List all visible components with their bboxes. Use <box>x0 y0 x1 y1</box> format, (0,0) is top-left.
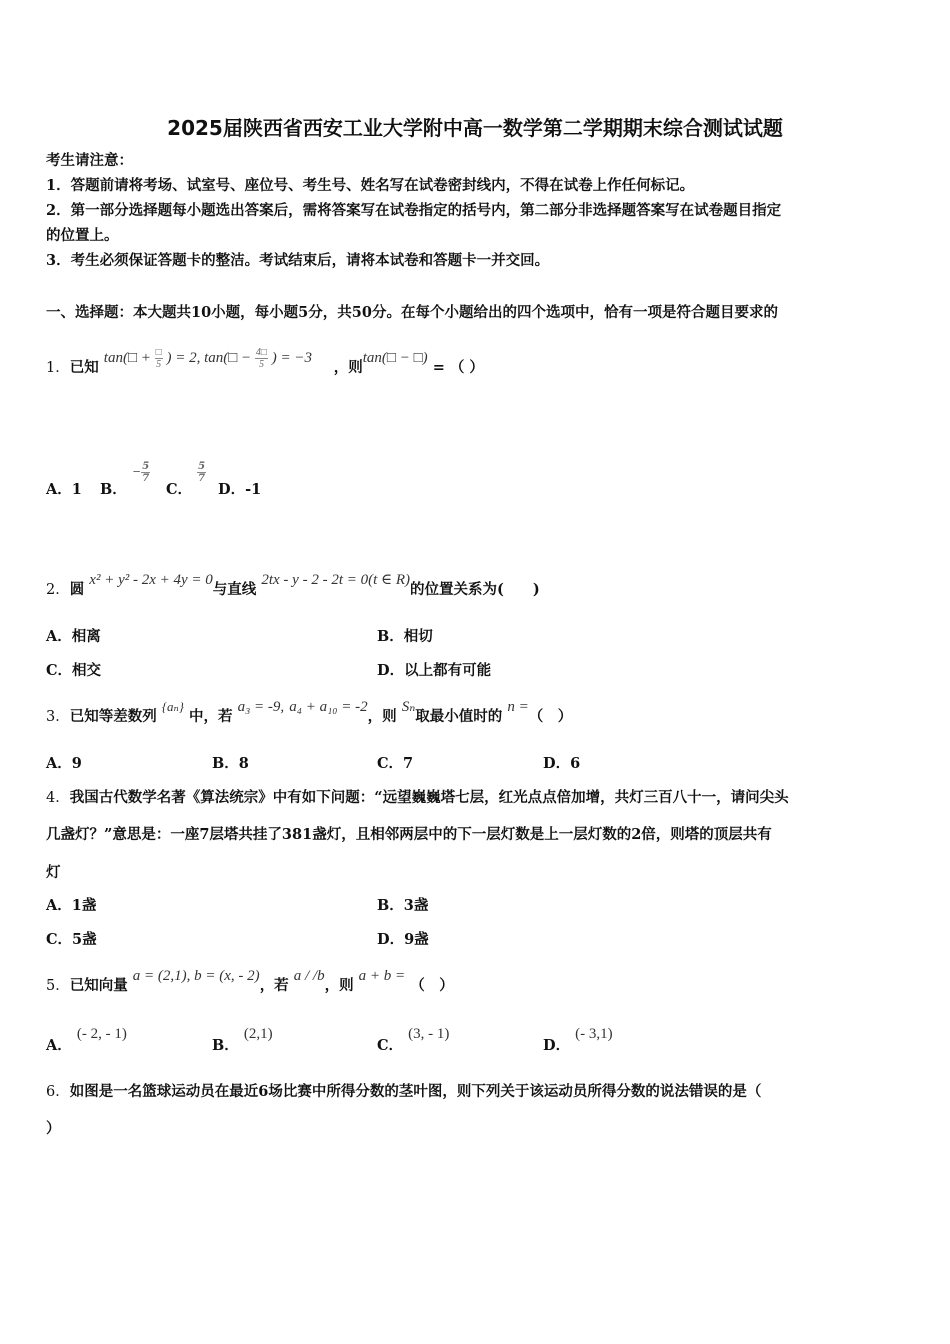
question-text: 已知等差数列 <box>69 708 157 725</box>
option-a: A．1 <box>46 481 82 498</box>
question-text: 灯 <box>46 864 61 881</box>
page-title: 2025届陕西省西安工业大学附中高一数学第二学期期末综合测试试题 <box>167 116 783 140</box>
question-text: 中，若 <box>189 708 233 725</box>
option-c: C．7 <box>377 755 414 772</box>
question-5 <box>46 968 454 995</box>
question-text: ，若 <box>259 977 289 994</box>
question-text: 与直线 <box>212 581 257 598</box>
question-number: 1． <box>46 360 70 376</box>
fraction: $\frac{□}{5}$ <box>155 347 162 371</box>
option-a: A．相离 <box>46 628 101 645</box>
formula-asked: tan(□ − □) <box>362 350 428 366</box>
option-b: B．3盏 <box>377 897 429 914</box>
notice-item: 2．第一部分选择题每小题选出答案后，需将答案写在试卷指定的括号内，第二部分非选择题答案写在试卷题目指定 <box>46 202 782 219</box>
question-text: ，则 <box>367 708 397 725</box>
question-number: 6． <box>46 1084 70 1100</box>
option-b: B． (2,1) <box>212 1026 273 1054</box>
notice-block <box>46 148 781 273</box>
question-2 <box>46 572 540 599</box>
answer-bracket: （ ） <box>528 708 573 725</box>
question-text: 已知 <box>69 359 99 376</box>
question-number: 5． <box>46 978 70 994</box>
option-a: A．9 <box>46 755 82 772</box>
option-d: D． (- 3,1) <box>543 1026 613 1054</box>
option-c: C．相交 <box>46 662 102 679</box>
option-d: D．-1 <box>218 481 262 498</box>
question-text: 圆 <box>69 581 85 598</box>
notice-item: 的位置上。 <box>46 227 119 244</box>
formula-n: n = <box>507 699 529 715</box>
formula-vectors: a = (2,1), b = (x, - 2) <box>132 968 260 984</box>
section-heading: 一、选择题：本大题共10小题，每小题5分，共50分。在每个小题给出的四个选项中，恰有一项是符合题目要求的 <box>46 304 778 321</box>
formula-line: 2tx - y - 2 - 2t = 0(t ∈ R) <box>261 572 411 588</box>
question-text: ） <box>46 1120 61 1137</box>
fraction: $\frac{4□}{5}$ <box>255 347 267 371</box>
option-c: C． (3, - 1) <box>377 1026 450 1054</box>
notice-item: 3．考生必须保证答题卡的整洁。考试结束后，请将本试卷和答题卡一并交回。 <box>46 252 550 269</box>
question-text: 已知向量 <box>69 977 128 994</box>
option-c: C． $\frac{5}{7}$ <box>166 460 206 498</box>
formula-given: tan(□ + $\frac{□}{5}$ ) = 2, tan(□ − $\frac{4□}{5}$ ) = −3 <box>103 347 312 371</box>
option-b: B．8 <box>212 755 249 772</box>
question-6 <box>46 1080 761 1101</box>
question-text: ，则 <box>333 359 363 376</box>
notice-item: 1．答题前请将考场、试室号、座位号、考生号、姓名写在试卷密封线内，不得在试卷上作任何标记。 <box>46 177 695 194</box>
formula-sum: Sₙ <box>401 699 416 715</box>
answer-bracket: = （ ） <box>432 359 484 376</box>
formula-sum: a + b = <box>358 968 406 984</box>
fraction: $\frac{5}{7}$ <box>198 460 206 484</box>
question-text: 几盏灯？”意思是：一座7层塔共挂了381盏灯，且相邻两层中的下一层灯数是上一层灯数的2倍，则塔的顶层共有 <box>46 826 772 843</box>
option-c: C．5盏 <box>46 931 97 948</box>
option-b: B． − $\frac{5}{7}$ <box>100 460 150 498</box>
notice-heading: 考生请注意： <box>46 152 133 169</box>
answer-bracket: （ ） <box>410 977 454 994</box>
question-text: 的位置关系为( ) <box>410 581 540 598</box>
question-number: 2． <box>46 582 70 598</box>
question-text: 我国古代数学名著《算法统宗》中有如下问题：“远望巍巍塔七层，红光点点倍加增，共灯三百八十一，请问尖头 <box>69 789 789 806</box>
question-text: ，则 <box>324 977 354 994</box>
question-number: 3． <box>46 709 70 725</box>
question-4 <box>46 786 789 807</box>
question-text: 取最小值时的 <box>415 708 503 725</box>
formula-sequence: {aₙ} <box>161 699 184 714</box>
fraction: $\frac{5}{7}$ <box>142 460 150 484</box>
option-a: A．1盏 <box>46 897 97 914</box>
question-text: 如图是一名篮球运动员在最近6场比赛中所得分数的茎叶图，则下列关于该运动员所得分数的说法错误的是（ <box>69 1083 762 1100</box>
question-1 <box>46 347 484 380</box>
option-d: D．以上都有可能 <box>377 662 492 679</box>
option-d: D．9盏 <box>377 931 429 948</box>
question-number: 4． <box>46 790 70 806</box>
option-d: D．6 <box>543 755 581 772</box>
formula-circle: x² + y² - 2x + 4y = 0 <box>89 572 213 588</box>
formula-condition: a₄ + a₁₀ = -2 <box>289 699 368 715</box>
formula-condition: a₃ = -9, <box>237 699 285 715</box>
option-a: A． (- 2, - 1) <box>46 1026 127 1054</box>
question-3 <box>46 699 573 726</box>
option-b: B．相切 <box>377 628 433 645</box>
formula-parallel: a / /b <box>293 968 325 984</box>
